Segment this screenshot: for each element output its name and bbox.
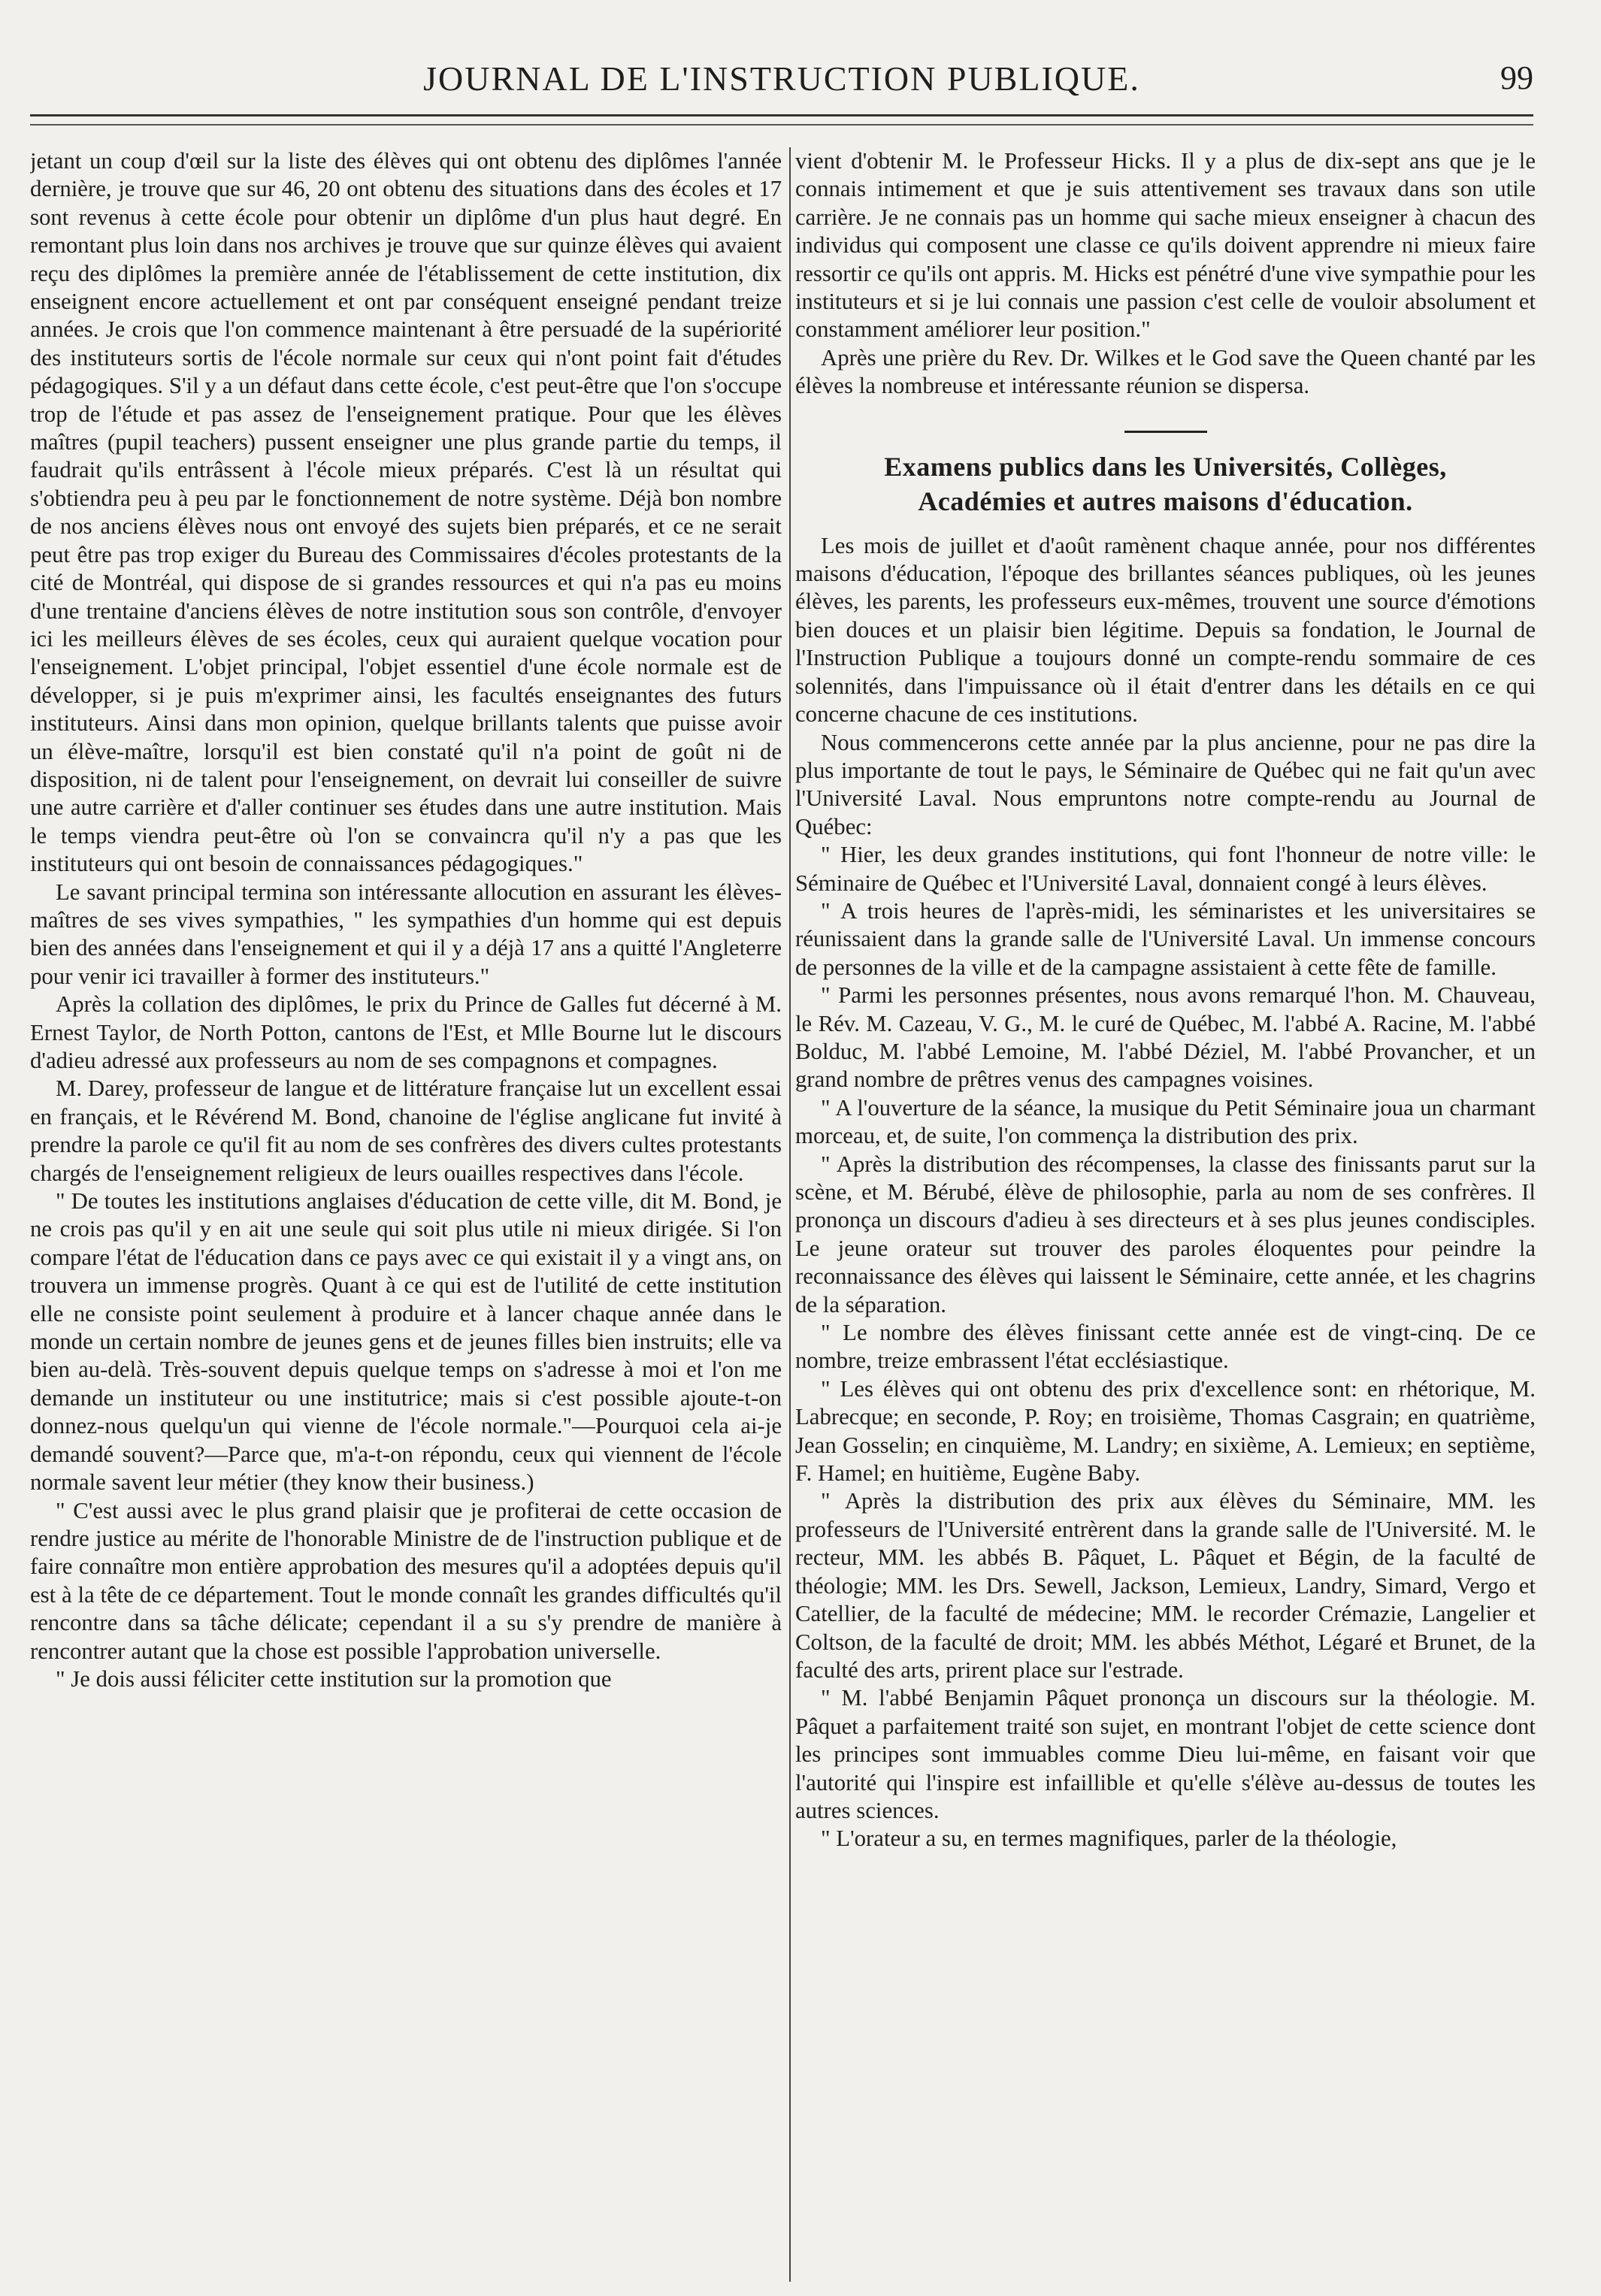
header-rule xyxy=(30,114,1533,126)
paragraph: " A l'ouverture de la séance, la musique du Petit Séminaire joua un charmant morceau, et, de suite, l'on commença la distribution des prix. xyxy=(795,1094,1536,1149)
paragraph: Le savant principal termina son intéressante allocution en assurant les élèves-maîtres de ses vives sympathies, " les sympathies d'un homme qui est depuis bien des années dans l'enseignement et qui il y a déjà 17 ans a quitté l'Angleterre pour venir ici travailler à former des instituteurs." xyxy=(30,879,782,989)
paragraph: " M. l'abbé Benjamin Pâquet prononça un discours sur la théologie. M. Pâquet a parfaitement traité son sujet, en montrant l'objet de cette science dont les principes sont immuables comme Dieu lui-même, en faisant voir que l'autorité qui l'inspire est infaillible et qu'elle s'élève au-dessus de toutes les autres sciences. xyxy=(795,1685,1536,1823)
page-header xyxy=(30,44,1533,111)
left-column xyxy=(30,147,782,2282)
column-divider xyxy=(789,147,791,2282)
paragraph: Après une prière du Rev. Dr. Wilkes et le God save the Queen chanté par les élèves la nombreuse et intéressante réunion se dispersa. xyxy=(795,344,1536,399)
section-title xyxy=(795,449,1536,519)
journal-title: JOURNAL DE L'INSTRUCTION PUBLIQUE. xyxy=(423,59,1140,98)
paragraph: " C'est aussi avec le plus grand plaisir que je profiterai de cette occasion de rendre justice au mérite de l'honorable Ministre de de l'instruction publique et de faire connaître mon entière approbation des mesures qu'il a adoptées depuis qu'il est à la tête de ce département. Tout le monde connaît les grandes difficultés qu'il rencontre dans sa tâche délicate; cependant il a su s'y prendre de manière à rencontrer autant que la chose est possible l'approbation universelle. xyxy=(30,1497,782,1664)
section-title-line: Académies et autres maisons d'éducation. xyxy=(918,486,1413,516)
section-separator xyxy=(1124,431,1207,433)
paragraph: " Hier, les deux grandes institutions, qui font l'honneur de notre ville: le Séminaire de Québec et l'Université Laval, donnaient congé à leurs élèves. xyxy=(795,842,1536,896)
paragraph: " Les élèves qui ont obtenu des prix d'excellence sont: en rhétorique, M. Labrecque; en seconde, P. Roy; en troisième, Thomas Casgrain; en quatrième, Jean Gosselin; en cinquième, M. Landry; en sixième, A. Lemieux; en septième, F. Hamel; en huitième, Eugène Baby. xyxy=(795,1375,1536,1487)
paragraph: " L'orateur a su, en termes magnifiques, parler de la théologie, xyxy=(821,1826,1397,1852)
page-number: 99 xyxy=(1500,59,1533,96)
right-column xyxy=(795,147,1536,2282)
paragraph: " De toutes les institutions anglaises d'éducation de cette ville, dit M. Bond, je ne crois pas qu'il y en ait une seule qui soit plus utile ni mieux dirigée. Si l'on compare l'état de l'éducation dans ce pays avec ce qui existait il y a vingt ans, on trouvera un immense progrès. Quant à ce qui est de l'utilité de cette institution elle ne consiste point seulement à produire et à lancer chaque année dans le monde un certain nombre de jeunes gens et de jeunes filles bien instruits; elle va bien au-delà. Très-souvent depuis quelque temps on s'adresse à moi et l'on me demande un instituteur ou une institutrice; mais si c'est possible ajoute-t-on donnez-nous quelqu'un qui vienne de l'école normale."—Pourquoi cela ai-je demandé souvent?—Parce que, m'a-t-on répondu, ceux qui viennent de l'école normale savent leur métier (they know their business.) xyxy=(30,1188,782,1496)
paragraph: " Après la distribution des prix aux élèves du Séminaire, MM. les professeurs de l'Université entrèrent dans la grande salle de l'Université. M. le recteur, MM. les abbés B. Pâquet, L. Pâquet et Bégin, de la faculté de théologie; MM. les Drs. Sewell, Jackson, Lemieux, Landry, Simard, Vergo et Catellier, de la faculté de médecine; MM. le recorder Crémazie, Langelier et Coltson, de la faculté de droit; MM. les abbés Méthot, Légaré et Brunet, de la faculté des arts, prirent place sur l'estrade. xyxy=(795,1488,1536,1683)
section-title-line: Examens publics dans les Universités, Collèges, xyxy=(884,451,1447,482)
paragraph: M. Darey, professeur de langue et de littérature française lut un excellent essai en français, et le Révérend M. Bond, chanoine de l'église anglicane fut invité à prendre la parole ce qu'il fit au nom de ses confrères des divers cultes protestants chargés de l'enseignement religieux de leurs ouailles respectives dans l'école. xyxy=(30,1075,782,1186)
paragraph: " Je dois aussi féliciter cette institution sur la promotion que xyxy=(56,1665,612,1692)
paragraph: Les mois de juillet et d'août ramènent chaque année, pour nos différentes maisons d'éducation, l'époque des brillantes séances publiques, où les jeunes élèves, les parents, les professeurs eux-mêmes, trouvent une source d'émotions bien douces et un plaisir bien légitime. Depuis sa fondation, le Journal de l'Instruction Publique a toujours donné un compte-rendu sommaire de ces solennités, dans l'impuissance où il était d'entrer dans les détails en ce qui concerne chacune de ces institutions. xyxy=(795,532,1536,728)
paragraph: Nous commencerons cette année par la plus ancienne, pour ne pas dire la plus importante de tout le pays, le Séminaire de Québec qui ne fait qu'un avec l'Université Laval. Nous empruntons notre compte-rendu au Journal de Québec: xyxy=(795,729,1536,839)
paragraph: Après la collation des diplômes, le prix du Prince de Galles fut décerné à M. Ernest Taylor, de North Potton, cantons de l'Est, et Mlle Bourne lut le discours d'adieu adressé aux professeurs au nom de ses compagnons et compagnes. xyxy=(30,991,782,1073)
paragraph: " A trois heures de l'après-midi, les séminaristes et les universitaires se réunissaient dans la grande salle de l'Université Laval. Un immense concours de personnes de la ville et de la campagne assistaient à cette fête de famille. xyxy=(795,897,1536,980)
paragraph: " Après la distribution des récompenses, la classe des finissants parut sur la scène, et M. Bérubé, élève de philosophie, parla au nom de ses confrères. Il prononça un discours d'adieu à ses directeurs et à ses plus jeunes condisciples. Le jeune orateur sut trouver des paroles éloquentes pour peindre la reconnaissance des élèves qui laissent le Séminaire, cette année, et les chagrins de la séparation. xyxy=(795,1151,1536,1317)
paragraph: " Le nombre des élèves finissant cette année est de vingt-cinq. De ce nombre, treize embrassent l'état ecclésiastique. xyxy=(795,1320,1536,1374)
paragraph: " Parmi les personnes présentes, nous avons remarqué l'hon. M. Chauveau, le Rév. M. Cazeau, V. G., M. le curé de Québec, M. l'abbé A. Racine, M. l'abbé Bolduc, M. l'abbé Lemoine, M. l'abbé Déziel, M. l'abbé Provancher, et un grand nombre de prêtres venus des campagnes voisines. xyxy=(795,982,1536,1093)
paragraph: vient d'obtenir M. le Professeur Hicks. Il y a plus de dix-sept ans que je le connais intimement et que je suis attentivement ses travaux dans son utile carrière. Je ne connais pas un homme qui sache mieux enseigner à chacun des individus qui composent une classe ce qu'ils doivent apprendre ni mieux faire ressortir ce qu'ils ont appris. M. Hicks est pénétré d'une vive sympathie pour les instituteurs et si je lui connais une passion c'est celle de vouloir absolument et constamment améliorer leur position." xyxy=(795,148,1536,343)
paragraph: jetant un coup d'œil sur la liste des élèves qui ont obtenu des diplômes l'année dernière, je trouve que sur 46, 20 ont obtenu des situations dans des écoles et 17 sont revenus à cette école pour obtenir un diplôme d'un plus haut degré. En remontant plus loin dans nos archives je trouve que sur quinze élèves qui avaient reçu des diplômes la première année de l'établissement de cette institution, dix enseignent encore actuellement et ont par conséquent enseigné pendant treize années. Je crois que l'on commence maintenant à être persuadé de la supériorité des instituteurs sortis de l'école normale sur ceux qui n'ont point fait d'études pédagogiques. S'il y a un défaut dans cette école, c'est peut-être que l'on s'occupe trop de l'étude et pas assez de l'enseignement pratique. Pour que les élèves maîtres (pupil teachers) pussent enseigner une plus grande partie du temps, il faudrait qu'ils entrâssent à l'école mieux préparés. C'est là un résultat qui s'obtiendra peu à peu par le fonctionnement de notre système. Déjà bon nombre de nos anciens élèves nous ont envoyé des sujets bien préparés, et ce ne serait peut être pas trop exiger du Bureau des Commissaires d'écoles protestants de la cité de Montréal, qui dispose de si grandes ressources et qui n'a pas eu moins d'une trentaine d'anciens élèves de notre institution sous son contrôle, d'envoyer ici les meilleurs élèves de ses écoles, ceux qui auraient quelque vocation pour l'enseignement. L'objet principal, l'objet essentiel d'une école normale est de développer, si je puis m'exprimer ainsi, les facultés enseignantes des futurs instituteurs. Ainsi dans mon opinion, quelque brillants talents que puisse avoir un élève-maître, lorsqu'il est bien constaté qu'il n'a point de goût ni de disposition, ni de talent pour l'enseignement, on devrait lui conseiller de suivre une autre carrière et d'aller continuer ses études dans une autre institution. Mais le temps viendra peut-être où l'on se convaincra qu'il n'y a pas que les instituteurs qui ont besoin de connaissances pédagogiques." xyxy=(30,148,782,877)
